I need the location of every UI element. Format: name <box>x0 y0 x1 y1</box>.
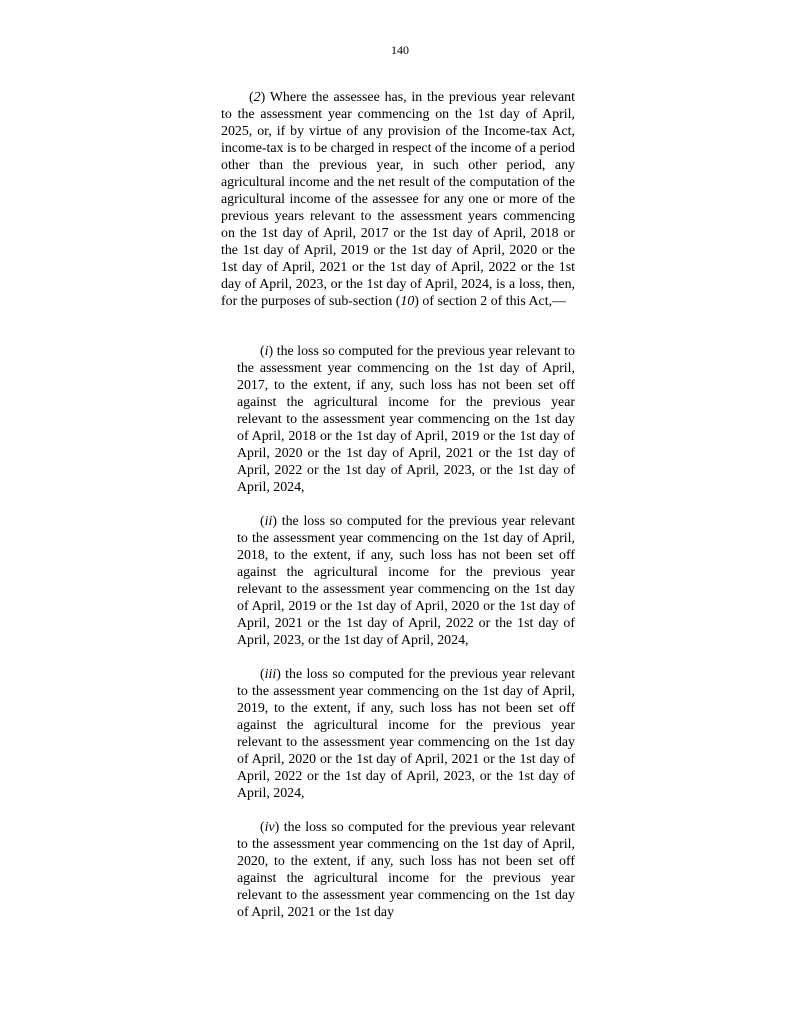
clause-number-close: ) <box>274 820 280 835</box>
clause-text: the loss so computed for the previous year relevant to the assessment year commencing on the 1st day of April, 2020, to the extent, if any, such loss has not been set off against the agricultural income for the previous year relevant to the assessment year commencing on the 1st day of April, 2021 or the 1st day <box>237 820 575 920</box>
clause-number-open: ( <box>260 820 265 835</box>
clause-ii <box>237 513 575 649</box>
cross-reference-close: ) <box>414 294 419 309</box>
cross-reference-open: ( <box>395 294 401 309</box>
clause-number-close: ) <box>268 344 274 359</box>
clause-number: iii <box>264 667 277 682</box>
subsection-number-open: ( <box>249 90 254 105</box>
main-paragraph-text-end: of section 2 of this Act,— <box>418 294 566 309</box>
clause-number-close: ) <box>276 667 281 682</box>
page-number: 140 <box>391 43 409 57</box>
clause-iii <box>237 666 575 802</box>
clause-text: the loss so computed for the previous year relevant to the assessment year commencing on the 1st day of April, 2018, to the extent, if any, such loss has not been set off against the agricultural income for the previous year relevant to the assessment year commencing on the 1st day of April, 2019 or the 1st day of April, 2020 or the 1st day of April, 2021 or the 1st day of April, 2022 or the 1st day of April, 2023, or the 1st day of April, 2024, <box>237 514 575 648</box>
clause-number-open: ( <box>260 514 265 529</box>
clause-text: the loss so computed for the previous year relevant to the assessment year commencing on the 1st day of April, 2019, to the extent, if any, such loss has not been set off against the agricultural income for the previous year relevant to the assessment year commencing on the 1st day of April, 2020 or the 1st day of April, 2021 or the 1st day of April, 2022 or the 1st day of April, 2023, or the 1st day of April, 2024, <box>237 667 575 801</box>
cross-reference-number: 10 <box>400 294 415 309</box>
subsection-number-close: ) <box>260 90 266 105</box>
clause-number: i <box>264 344 269 359</box>
clause-number-open: ( <box>260 344 265 359</box>
main-paragraph <box>221 89 575 310</box>
clause-number-open: ( <box>260 667 265 682</box>
clause-number: ii <box>264 514 273 529</box>
main-paragraph-text: Where the assessee has, in the previous year relevant to the assessment year commencing on the 1st day of April, 2025, or, if by virtue of any provision of the Income-tax Act, income-tax is to be charged in respect of the income of a period other than the previous year, in such other period, any agricultural income and the net result of the computation of the agricultural income of the assessee for any one or more of the previous years relevant to the assessment years commencing on the 1st day of April, 2017 or the 1st day of April, 2018 or the 1st day of April, 2019 or the 1st day of April, 2020 or the 1st day of April, 2021 or the 1st day of April, 2022 or the 1st day of April, 2023, or the 1st day of April, 2024, is a loss, then, for the purposes of sub-section <box>221 90 575 309</box>
clause-text: the loss so computed for the previous year relevant to the assessment year commencing on the 1st day of April, 2017, to the extent, if any, such loss has not been set off against the agricultural income for the previous year relevant to the assessment year commencing on the 1st day of April, 2018 or the 1st day of April, 2019 or the 1st day of April, 2020 or the 1st day of April, 2021 or the 1st day of April, 2022 or the 1st day of April, 2023, or the 1st day of April, 2024, <box>237 344 575 495</box>
clause-i <box>237 343 575 496</box>
clause-iv <box>237 819 575 921</box>
subsection-number: 2 <box>253 90 261 105</box>
clause-number: iv <box>264 820 275 835</box>
clause-number-close: ) <box>272 514 277 529</box>
